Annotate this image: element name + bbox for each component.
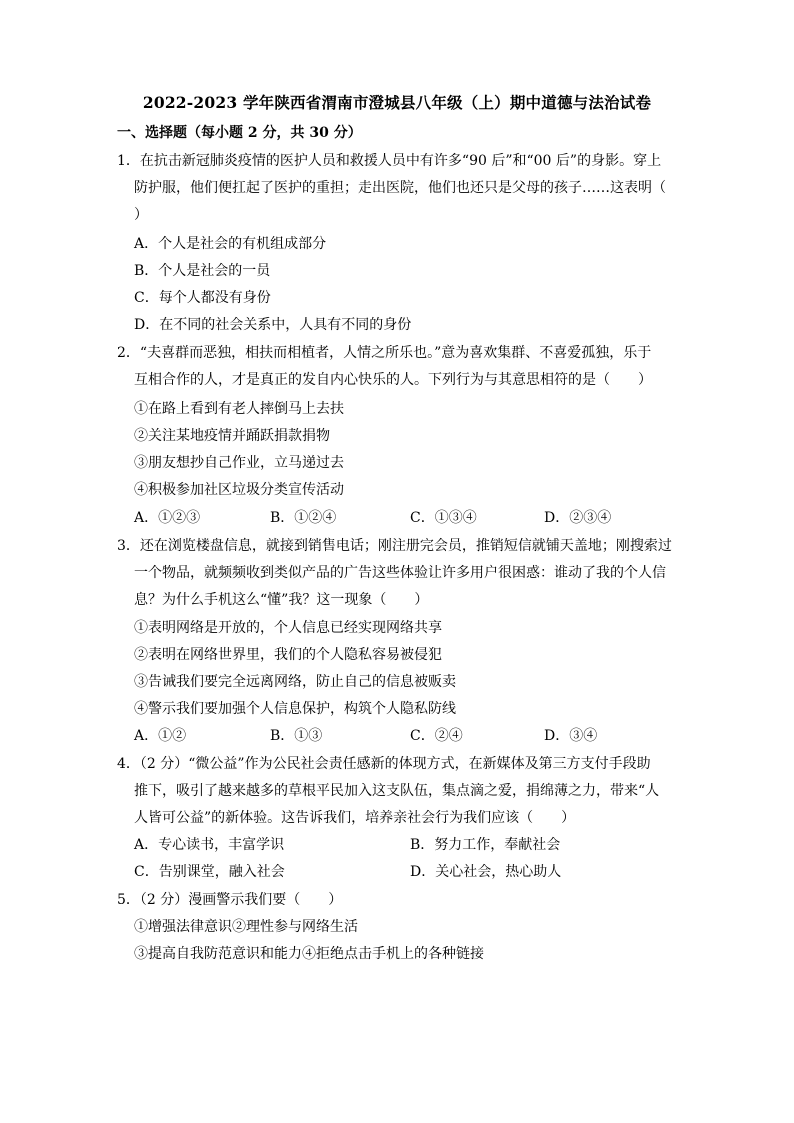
- q4-line-3: 人皆可公益”的新体验。这告诉我们，培养亲社会行为我们应该（ ）: [134, 810, 576, 826]
- q1-option-c[interactable]: C．每个人都没有身份: [134, 290, 271, 306]
- q1-line-1: 1．在抗击新冠肺炎疫情的医护人员和救援人员中有许多“90 后”和“00 后”的身影。穿上: [117, 153, 662, 169]
- q3-line-2: 一个物品，就频频收到类似产品的广告这些体验让许多用户很困惑：谁动了我的个人信: [134, 565, 666, 581]
- q3-item-2: ②表明在网络世界里，我们的个人隐私容易被侵犯: [134, 647, 442, 663]
- q1-option-b[interactable]: B．个人是社会的一员: [134, 263, 271, 279]
- q3-option-b[interactable]: B．①③: [270, 728, 323, 744]
- q3-item-4: ④警示我们要加强个人信息保护，构筑个人隐私防线: [134, 701, 456, 717]
- q4-option-a[interactable]: A．专心读书，丰富学识: [134, 837, 285, 853]
- q2-item-1: ①在路上看到有老人摔倒马上去扶: [134, 401, 344, 417]
- page-title: 2022-2023 学年陕西省渭南市澄城县八年级（上）期中道德与法治试卷: [142, 93, 652, 112]
- q4-option-d[interactable]: D．关心社会，热心助人: [410, 864, 562, 880]
- q5-item-2: ③提高自我防范意识和能力④拒绝点击手机上的各种链接: [134, 946, 484, 962]
- q4-option-b[interactable]: B．努力工作，奉献社会: [410, 837, 561, 853]
- q3-item-1: ①表明网络是开放的，个人信息已经实现网络共享: [134, 620, 442, 636]
- q3-option-d[interactable]: D．③④: [544, 728, 598, 744]
- q2-line-1: 2．“夫喜群而恶独，相扶而相植者，人情之所乐也。”意为喜欢集群、不喜爱孤独，乐于: [117, 345, 652, 361]
- q1-option-a[interactable]: A．个人是社会的有机组成部分: [134, 236, 327, 252]
- q3-line-1: 3．还在浏览楼盘信息，就接到销售电话；刚注册完会员，推销短信就铺天盖地；刚搜索过: [117, 538, 672, 554]
- q2-option-d[interactable]: D．②③④: [544, 510, 612, 526]
- q1-option-d[interactable]: D．在不同的社会关系中，人具有不同的身份: [134, 317, 412, 333]
- section-heading: 一、选择题（每小题 2 分，共 30 分）: [117, 125, 362, 141]
- q2-option-c[interactable]: C．①③④: [410, 510, 477, 526]
- q3-options-row: [134, 725, 694, 747]
- q3-item-3: ③告诫我们要完全远离网络，防止自己的信息被贩卖: [134, 674, 456, 690]
- q4-option-c[interactable]: C．告别课堂，融入社会: [134, 864, 285, 880]
- q2-item-2: ②关注某地疫情并踊跃捐款捐物: [134, 428, 330, 444]
- q2-option-b[interactable]: B．①②④: [270, 510, 337, 526]
- q2-option-a[interactable]: A．①②③: [134, 510, 201, 526]
- q5-line-1: 5．（2 分）漫画警示我们要（ ）: [117, 892, 343, 908]
- q4-options-row-1: [134, 834, 694, 856]
- q4-line-2: 推下，吸引了越来越多的草根平民加入这支队伍，集点滴之爱，捐绵薄之力，带来“人: [134, 783, 660, 799]
- q3-option-a[interactable]: A．①②: [134, 728, 187, 744]
- q4-line-1: 4．（2 分）“微公益”作为公民社会责任感新的体现方式，在新媒体及第三方支付手段助: [117, 756, 651, 772]
- q2-item-4: ④积极参加社区垃圾分类宣传活动: [134, 482, 344, 498]
- q5-item-1: ①增强法律意识②理性参与网络生活: [134, 919, 358, 935]
- q3-line-3: 息？为什么手机这么“懂”我？这一现象（ ）: [134, 592, 429, 608]
- q2-line-2: 互相合作的人，才是真正的发自内心快乐的人。下列行为与其意思相符的是（ ）: [134, 372, 652, 388]
- q2-options-row: [134, 507, 694, 529]
- q1-line-2: 防护服，他们便扛起了医护的重担；走出医院，他们也还只是父母的孩子……这表明（: [134, 180, 666, 196]
- q3-option-c[interactable]: C．②④: [410, 728, 463, 744]
- q2-item-3: ③朋友想抄自己作业，立马递过去: [134, 455, 344, 471]
- q1-line-3: ）: [134, 207, 148, 223]
- q4-options-row-2: [134, 861, 694, 883]
